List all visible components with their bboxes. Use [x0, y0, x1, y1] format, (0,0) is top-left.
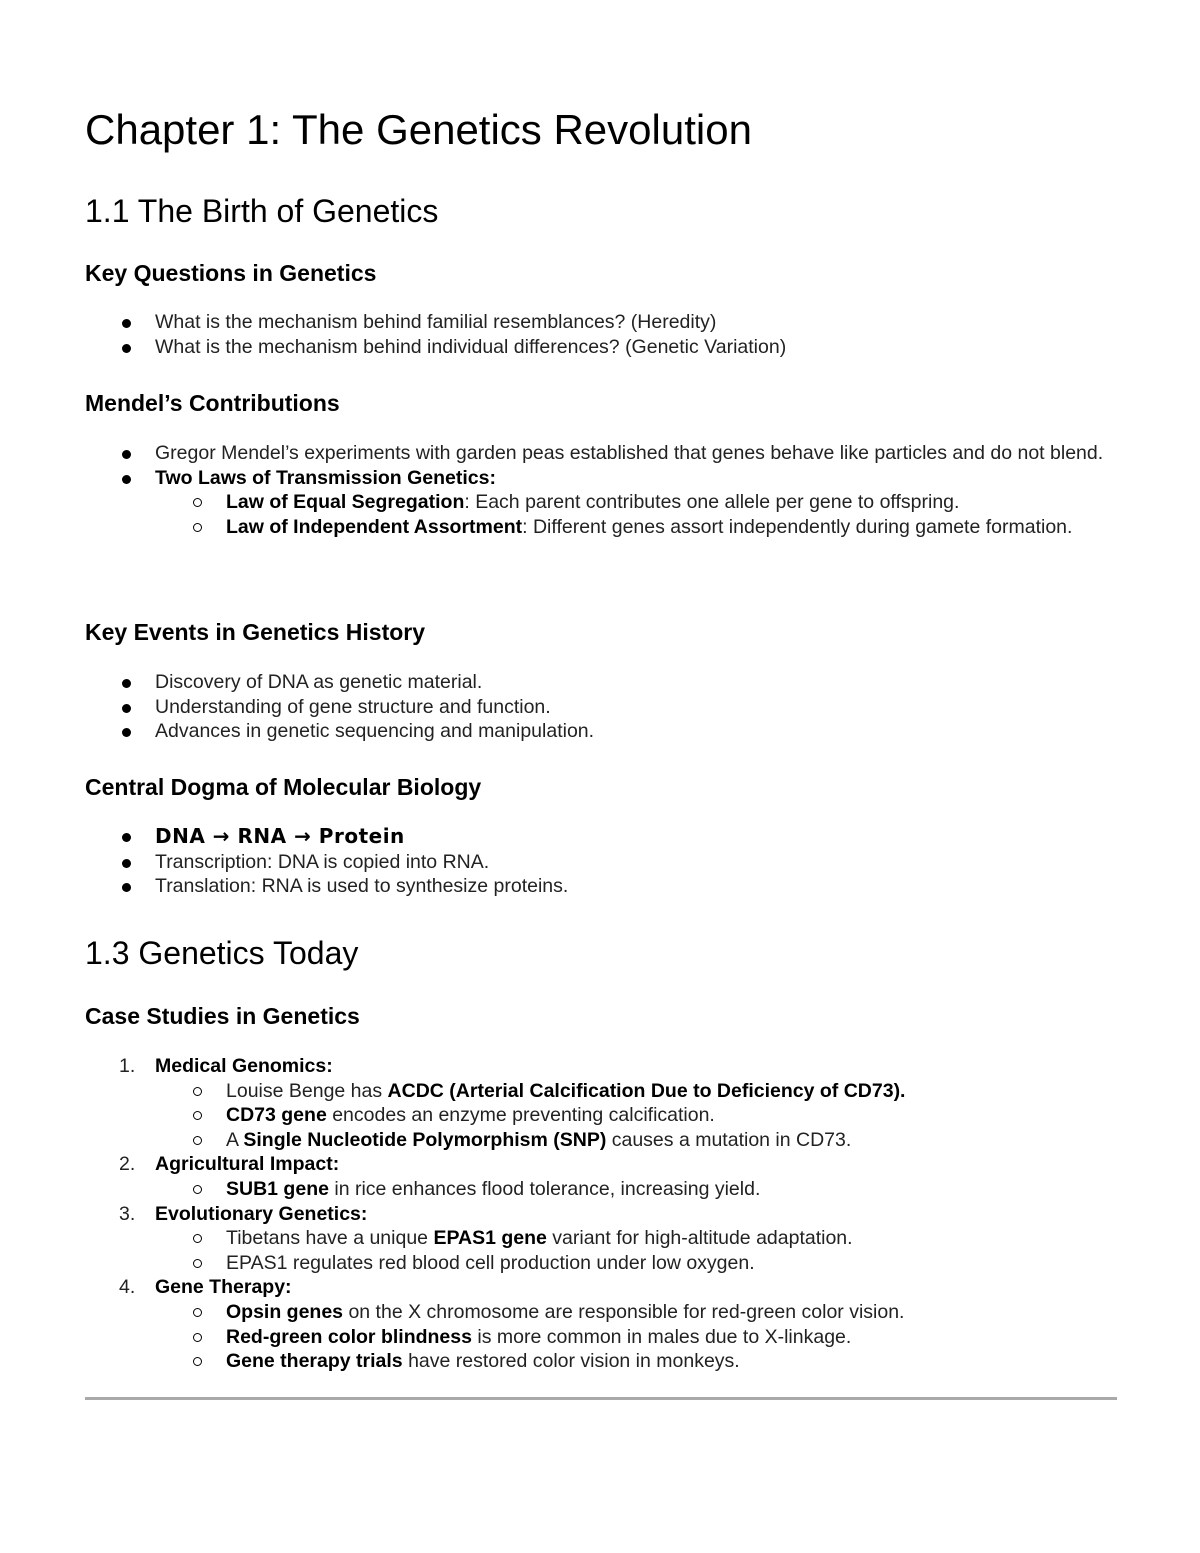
- hollow-bullet-icon: [193, 1136, 202, 1145]
- hollow-bullet-icon: [193, 1333, 202, 1342]
- list-item: Transcription: DNA is copied into RNA.: [85, 850, 1117, 875]
- sub-list-item: A Single Nucleotide Polymorphism (SNP) causes a mutation in CD73.: [85, 1128, 1117, 1153]
- case-studies-list: [85, 1054, 1117, 1374]
- hollow-bullet-icon: [193, 1087, 202, 1096]
- subheading-central-dogma: Central Dogma of Molecular Biology: [85, 774, 482, 800]
- hollow-bullet-icon: [193, 1357, 202, 1366]
- bullet-icon: [122, 475, 131, 484]
- sub-list-item: CD73 gene encodes an enzyme preventing calcification.: [85, 1103, 1117, 1128]
- list-item: Translation: RNA is used to synthesize proteins.: [85, 874, 1117, 899]
- sub-list-item: Red-green color blindness is more common in males due to X-linkage.: [85, 1325, 1117, 1350]
- section-heading-genetics-today: 1.3 Genetics Today: [85, 935, 359, 971]
- list-item: Discovery of DNA as genetic material.: [85, 670, 1117, 695]
- list-item: Advances in genetic sequencing and manipulation.: [85, 719, 1117, 744]
- sub-list-item: Tibetans have a unique EPAS1 gene variant for high-altitude adaptation.: [85, 1226, 1117, 1251]
- list-item: Understanding of gene structure and function.: [85, 695, 1117, 720]
- bullet-icon: [122, 679, 131, 688]
- bullet-icon: [122, 704, 131, 713]
- list-item: 1. Medical Genomics:: [119, 1055, 333, 1077]
- sub-list-item: Opsin genes on the X chromosome are responsible for red-green color vision.: [85, 1300, 1117, 1325]
- bullet-icon: [122, 883, 131, 892]
- bullet-icon: [122, 859, 131, 868]
- hollow-bullet-icon: [193, 498, 202, 507]
- subheading-key-events: Key Events in Genetics History: [85, 619, 426, 645]
- bullet-icon: [122, 728, 131, 737]
- chapter-title: Chapter 1: The Genetics Revolution: [85, 106, 752, 153]
- list-item: 3. Evolutionary Genetics:: [119, 1202, 368, 1225]
- list-item: What is the mechanism behind individual differences? (Genetic Variation): [85, 335, 1117, 360]
- key-events-list: [85, 670, 1117, 744]
- mendel-list: [85, 441, 1117, 539]
- bullet-icon: [122, 319, 131, 328]
- list-item: 2. Agricultural Impact:: [119, 1153, 340, 1176]
- list-item: Two Laws of Transmission Genetics:: [85, 466, 1117, 491]
- sub-list-item: SUB1 gene in rice enhances flood tolerance, increasing yield.: [85, 1177, 1117, 1202]
- sub-list-item: Law of Equal Segregation: Each parent contributes one allele per gene to offspring.: [85, 490, 1117, 515]
- section-heading-birth-of-genetics: 1.1 The Birth of Genetics: [85, 193, 439, 229]
- bullet-icon: [122, 344, 131, 353]
- hollow-bullet-icon: [193, 1308, 202, 1317]
- sub-list-item: Louise Benge has ACDC (Arterial Calcification Due to Deficiency of CD73).: [85, 1079, 1117, 1104]
- sub-list-item: Law of Independent Assortment: Different genes assort independently during gamete formation.: [85, 515, 1117, 540]
- list-item: DNA → RNA → Protein: [85, 824, 1117, 850]
- list-item: Gregor Mendel’s experiments with garden peas established that genes behave like particles and do not blend.: [85, 441, 1117, 466]
- hollow-bullet-icon: [193, 1234, 202, 1243]
- subheading-case-studies: Case Studies in Genetics: [85, 1003, 360, 1029]
- hollow-bullet-icon: [193, 1185, 202, 1194]
- bullet-icon: [122, 833, 131, 842]
- subheading-mendel-contributions: Mendel’s Contributions: [85, 390, 340, 416]
- list-item: What is the mechanism behind familial resemblances? (Heredity): [85, 310, 1117, 335]
- key-questions-list: [85, 310, 1117, 359]
- hollow-bullet-icon: [193, 523, 202, 532]
- sub-list-item: EPAS1 regulates red blood cell production under low oxygen.: [85, 1251, 1117, 1276]
- horizontal-rule: [85, 1397, 1117, 1400]
- central-dogma-list: [85, 824, 1117, 899]
- sub-list-item: Gene therapy trials have restored color vision in monkeys.: [85, 1349, 1117, 1374]
- hollow-bullet-icon: [193, 1259, 202, 1268]
- list-item: 4. Gene Therapy:: [119, 1276, 292, 1299]
- hollow-bullet-icon: [193, 1111, 202, 1120]
- subheading-key-questions: Key Questions in Genetics: [85, 260, 377, 286]
- bullet-icon: [122, 450, 131, 459]
